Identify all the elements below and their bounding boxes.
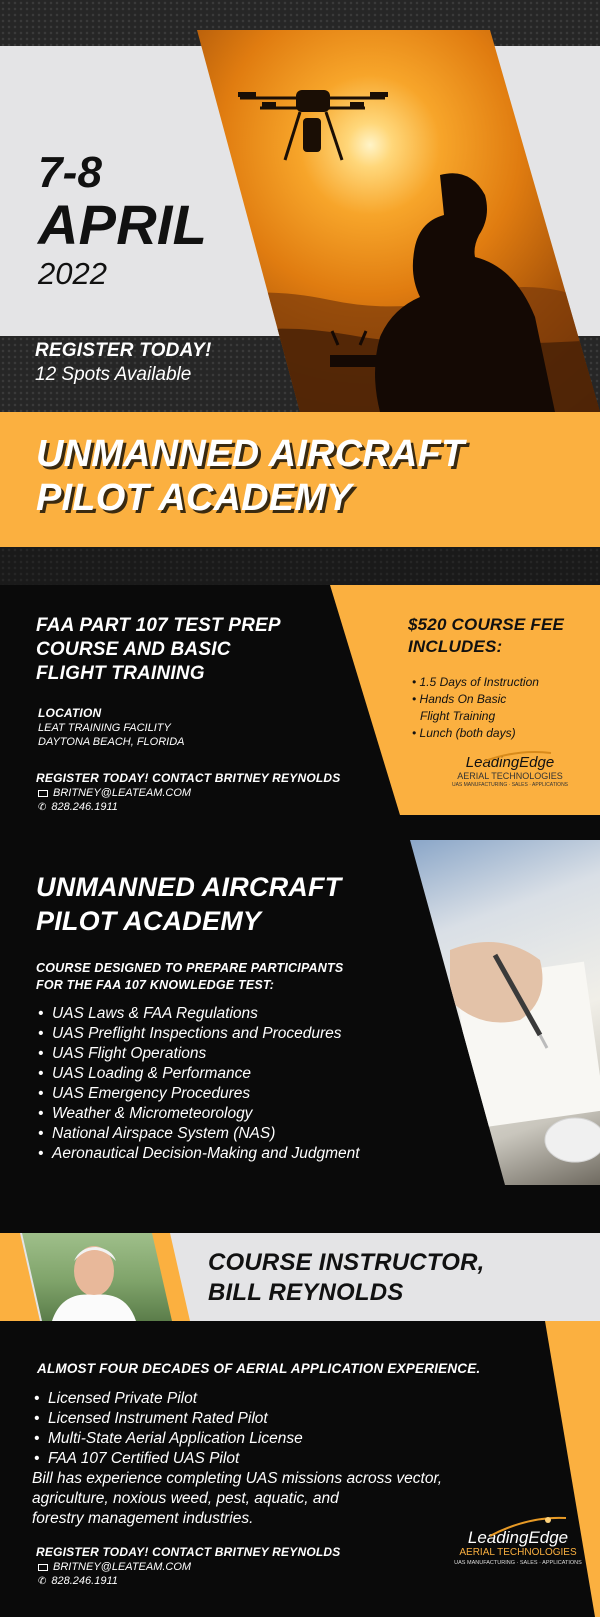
- date-range: 7-8: [38, 148, 103, 197]
- topic-item: • National Airspace System (NAS): [36, 1124, 426, 1144]
- instructor-heading: [208, 1248, 485, 1308]
- academy-banner: [0, 412, 600, 547]
- academy-section: [36, 870, 426, 1164]
- location-block: [38, 706, 356, 749]
- hero-register: [35, 340, 211, 386]
- credential-item: • FAA 107 Certified UAS Pilot: [32, 1449, 552, 1469]
- academy-topic-list: [36, 1004, 426, 1164]
- logo-brand: LeadingEdge: [465, 754, 555, 771]
- academy-subtitle: COURSE DESIGNED TO PREPARE PARTICIPANTS FOR THE FAA 107 KNOWLEDGE TEST:: [36, 961, 344, 992]
- swoosh-icon: [483, 749, 553, 763]
- phone-icon: ✆: [38, 1575, 47, 1587]
- bio-paragraph: Bill has experience completing UAS missions across vector, agriculture, noxious weed, pest, aquatic, and forestry management industries.: [32, 1470, 443, 1527]
- logo-tagline: UAS MANUFACTURING · SALES · APPLICATIONS: [451, 782, 569, 788]
- fee-item: • 1.5 Days of Instruction: [412, 675, 539, 689]
- location-line2: DAYTONA BEACH, FLORIDA: [38, 736, 185, 748]
- academy-title-line2: PILOT ACADEMY: [36, 906, 262, 936]
- prep-contact: [36, 771, 356, 814]
- date-month: APRIL: [38, 193, 207, 256]
- footer-logo-brand: LeadingEdge: [467, 1528, 569, 1547]
- credential-item: • Licensed Private Pilot: [32, 1389, 552, 1409]
- prep-email-row: [38, 786, 356, 800]
- fee-item: • Hands On Basic: [412, 692, 507, 706]
- prep-phone-row: [38, 800, 356, 814]
- footer-phone-row: [38, 1574, 340, 1588]
- spots-available: 12 Spots Available: [35, 364, 192, 385]
- leadingedge-logo: [445, 755, 575, 789]
- mail-icon: [38, 790, 48, 797]
- topic-item: • UAS Loading & Performance: [36, 1064, 426, 1084]
- prep-email[interactable]: BRITNEY@LEATEAM.COM: [53, 787, 192, 799]
- fee-title-line2: INCLUDES:: [408, 637, 503, 656]
- logo-sub: AERIAL TECHNOLOGIES: [457, 771, 563, 781]
- footer-phone[interactable]: 828.246.1911: [51, 1575, 118, 1587]
- topic-item: • Aeronautical Decision-Making and Judgment: [36, 1144, 426, 1164]
- prep-contact-title: REGISTER TODAY! CONTACT BRITNEY REYNOLDS: [36, 771, 341, 785]
- fee-list: [408, 674, 598, 742]
- fee-title-line1: $520 COURSE FEE: [408, 615, 565, 634]
- topic-item: • UAS Preflight Inspections and Procedures: [36, 1024, 426, 1044]
- prep-section: [36, 614, 356, 814]
- academy-title-line1: UNMANNED AIRCRAFT: [36, 872, 342, 902]
- phone-icon: ✆: [38, 801, 47, 813]
- banner-title-line1: UNMANNED AIRCRAFT: [36, 433, 465, 475]
- content-dotted-strip: [0, 547, 600, 585]
- prep-title-line1: FAA PART 107 TEST PREP: [36, 615, 281, 636]
- footer-logo-sub: AERIAL TECHNOLOGIES: [459, 1547, 577, 1558]
- credential-item: • Multi-State Aerial Application License: [32, 1429, 552, 1449]
- swoosh-icon: [488, 1512, 568, 1540]
- prep-title-line3: FLIGHT TRAINING: [36, 663, 205, 684]
- fee-item: • Lunch (both days): [412, 726, 516, 740]
- footer-email[interactable]: BRITNEY@LEATEAM.COM: [53, 1561, 192, 1573]
- fee-item: Flight Training: [420, 709, 496, 723]
- footer-email-row: [38, 1560, 340, 1574]
- instructor-bio: [32, 1360, 552, 1529]
- banner-title-line2: PILOT ACADEMY: [36, 477, 352, 519]
- instructor-photo: [22, 1233, 172, 1321]
- topic-item: • UAS Laws & FAA Regulations: [36, 1004, 426, 1024]
- fee-section: [408, 614, 598, 742]
- topic-item: • UAS Emergency Procedures: [36, 1084, 426, 1104]
- footer-logo-tagline: UAS MANUFACTURING · SALES · APPLICATIONS: [454, 1560, 582, 1566]
- footer-contact: [36, 1545, 340, 1588]
- event-date: [38, 150, 207, 292]
- instructor-heading-line2: BILL REYNOLDS: [208, 1279, 404, 1306]
- prep-title-line2: COURSE AND BASIC: [36, 639, 231, 660]
- credential-list: [32, 1389, 552, 1469]
- leadingedge-logo-footer: [448, 1528, 588, 1567]
- footer-contact-title: REGISTER TODAY! CONTACT BRITNEY REYNOLDS: [36, 1545, 341, 1559]
- location-label: LOCATION: [38, 706, 102, 720]
- date-year: 2022: [38, 256, 107, 291]
- topic-item: • Weather & Micrometeorology: [36, 1104, 426, 1124]
- topic-item: • UAS Flight Operations: [36, 1044, 426, 1064]
- experience-headline: ALMOST FOUR DECADES OF AERIAL APPLICATION EXPERIENCE.: [37, 1361, 481, 1376]
- instructor-heading-line1: COURSE INSTRUCTOR,: [208, 1249, 485, 1276]
- credential-item: • Licensed Instrument Rated Pilot: [32, 1409, 552, 1429]
- mail-icon: [38, 1564, 48, 1571]
- location-line1: LEAT TRAINING FACILITY: [38, 722, 171, 734]
- register-today-label: REGISTER TODAY!: [35, 340, 212, 361]
- prep-phone[interactable]: 828.246.1911: [51, 801, 118, 813]
